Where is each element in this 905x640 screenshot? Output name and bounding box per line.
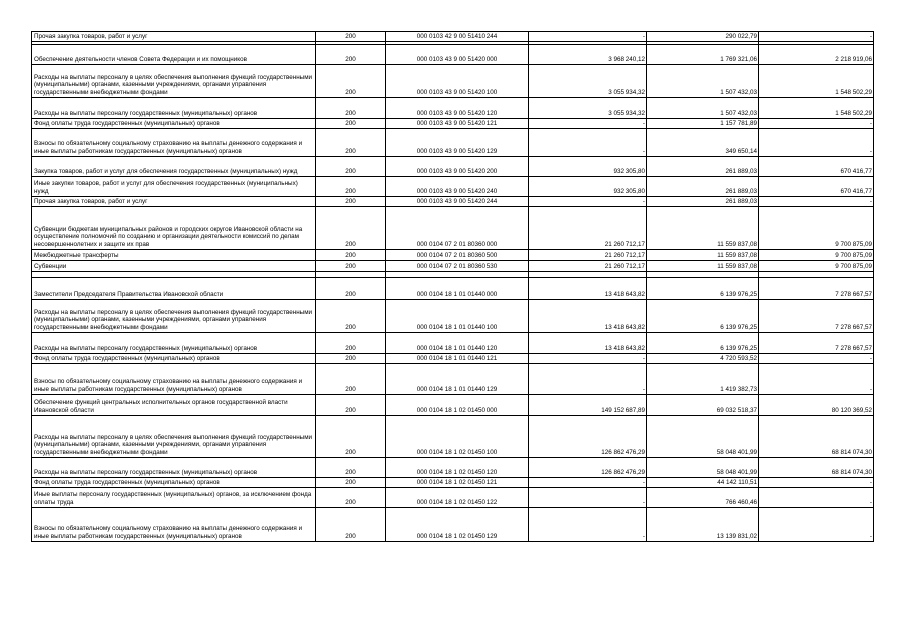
cell-approved-amount: 3 055 934,32 [529,65,647,98]
cell-executed-amount: 349 650,14 [647,129,759,157]
table-row [32,478,874,488]
cell-budget-code: 000 0104 18 1 02 01450 121 [386,478,529,488]
cell-unexecuted-amount: 9 700 875,09 [759,207,874,250]
cell-budget-code: 000 0103 43 9 00 51420 240 [386,177,529,197]
table-row [32,157,874,177]
cell-name: Расходы на выплаты персоналу в целях обеспечения выполнения функций государственными (муниципальными) органами, казенными учреждениями, органами управления государственными внебюджетными фондами [32,300,316,333]
cell-budget-code: 000 0104 18 1 01 01440 129 [386,364,529,395]
cell-budget-code: 000 0103 43 9 00 51420 100 [386,65,529,98]
cell-unexecuted-amount: 68 814 074,30 [759,416,874,458]
table-row [32,261,874,272]
cell-executed-amount: 1 769 321,06 [647,45,759,65]
cell-budget-code: 000 0103 43 9 00 51420 200 [386,157,529,177]
cell-line-code: 200 [316,278,386,300]
cell-line-code: 200 [316,119,386,129]
cell-budget-code: 000 0104 07 2 01 80360 500 [386,250,529,261]
cell-name: Заместители Председателя Правительства Ивановской области [32,278,316,300]
cell-executed-amount: 58 048 401,99 [647,416,759,458]
table-row [32,458,874,478]
cell-executed-amount: 11 559 837,08 [647,207,759,250]
cell-budget-code: 000 0103 43 9 00 51420 000 [386,45,529,65]
cell-unexecuted-amount: 1 548 502,29 [759,65,874,98]
cell-executed-amount: 6 139 976,25 [647,278,759,300]
cell-executed-amount: 290 022,79 [647,32,759,42]
cell-line-code: 200 [316,177,386,197]
cell-approved-amount: - [529,488,647,508]
cell-executed-amount: 6 139 976,25 [647,333,759,354]
cell-line-code: 200 [316,98,386,119]
cell-unexecuted-amount: - [759,354,874,364]
cell-approved-amount: - [529,364,647,395]
cell-approved-amount: - [529,354,647,364]
cell-line-code: 200 [316,197,386,207]
cell-name: Взносы по обязательному социальному страхованию на выплаты денежного содержания и иные выплаты работникам государственных (муниципальных) органов [32,129,316,157]
cell-name: Прочая закупка товаров, работ и услуг [32,197,316,207]
cell-name: Расходы на выплаты персоналу государственных (муниципальных) органов [32,458,316,478]
cell-line-code: 200 [316,157,386,177]
table-row [32,45,874,65]
cell-unexecuted-amount: - [759,488,874,508]
cell-name: Взносы по обязательному социальному страхованию на выплаты денежного содержания и иные выплаты работникам государственных (муниципальных) органов [32,508,316,542]
cell-approved-amount: 13 418 643,82 [529,333,647,354]
table-row [32,395,874,416]
cell-unexecuted-amount: - [759,478,874,488]
cell-name: Фонд оплаты труда государственных (муниципальных) органов [32,354,316,364]
cell-budget-code: 000 0103 43 9 00 51420 129 [386,129,529,157]
cell-executed-amount: 261 889,03 [647,197,759,207]
cell-line-code: 200 [316,65,386,98]
table-row [32,119,874,129]
table-row [32,278,874,300]
cell-unexecuted-amount: - [759,197,874,207]
cell-budget-code: 000 0104 18 1 01 01440 000 [386,278,529,300]
budget-table-sheet [31,31,874,542]
cell-name: Расходы на выплаты персоналу государственных (муниципальных) органов [32,98,316,119]
cell-executed-amount: 13 139 831,02 [647,508,759,542]
cell-unexecuted-amount: 2 218 919,06 [759,45,874,65]
cell-executed-amount: 261 889,03 [647,157,759,177]
cell-name: Иные выплаты персоналу государственных (муниципальных) органов, за исключением фонда оплаты труда [32,488,316,508]
cell-unexecuted-amount: 7 278 667,57 [759,300,874,333]
cell-unexecuted-amount: 80 120 369,52 [759,395,874,416]
table-row [32,207,874,250]
cell-executed-amount: 44 142 110,51 [647,478,759,488]
cell-executed-amount: 1 419 382,73 [647,364,759,395]
cell-executed-amount: 766 460,46 [647,488,759,508]
table-row [32,364,874,395]
cell-name: Прочая закупка товаров, работ и услуг [32,32,316,42]
cell-line-code: 200 [316,478,386,488]
cell-approved-amount: 3 968 240,12 [529,45,647,65]
cell-name: Расходы на выплаты персоналу в целях обеспечения выполнения функций государственными (муниципальными) органами, казенными учреждениями, органами управления государственными внебюджетными фондами [32,416,316,458]
table-row [32,129,874,157]
cell-unexecuted-amount: 1 548 502,29 [759,98,874,119]
cell-executed-amount: 6 139 976,25 [647,300,759,333]
cell-line-code: 200 [316,488,386,508]
table-row [32,98,874,119]
cell-budget-code: 000 0104 18 1 01 01440 121 [386,354,529,364]
cell-budget-code: 000 0104 18 1 02 01450 100 [386,416,529,458]
cell-budget-code: 000 0104 18 1 01 01440 100 [386,300,529,333]
cell-name: Межбюджетные трансферты [32,250,316,261]
cell-approved-amount: - [529,508,647,542]
cell-approved-amount: 932 305,80 [529,177,647,197]
cell-name: Расходы на выплаты персоналу государственных (муниципальных) органов [32,333,316,354]
cell-executed-amount: 11 559 837,08 [647,261,759,272]
cell-unexecuted-amount: 9 700 875,09 [759,261,874,272]
table-row [32,333,874,354]
cell-line-code: 200 [316,129,386,157]
cell-line-code: 200 [316,395,386,416]
cell-executed-amount: 1 507 432,03 [647,65,759,98]
cell-approved-amount: - [529,478,647,488]
cell-unexecuted-amount: - [759,508,874,542]
cell-line-code: 200 [316,354,386,364]
cell-name: Субвенции [32,261,316,272]
cell-approved-amount: 149 152 687,89 [529,395,647,416]
cell-name: Субвенции бюджетам муниципальных районов и городских округов Ивановской области на осуществление полномочий по созданию и организации деятельности комиссий по делам несовершеннолетних и защите их прав [32,207,316,250]
cell-executed-amount: 58 048 401,99 [647,458,759,478]
table-row [32,488,874,508]
cell-executed-amount: 69 032 518,37 [647,395,759,416]
cell-budget-code: 000 0104 18 1 02 01450 120 [386,458,529,478]
cell-approved-amount: - [529,197,647,207]
budget-table-body [32,32,874,542]
cell-name: Иные закупки товаров, работ и услуг для обеспечения государственных (муниципальных) нужд [32,177,316,197]
cell-budget-code: 000 0104 07 2 01 80360 530 [386,261,529,272]
cell-line-code: 200 [316,300,386,333]
cell-line-code: 200 [316,364,386,395]
cell-budget-code: 000 0103 42 9 00 51410 244 [386,32,529,42]
cell-line-code: 200 [316,416,386,458]
cell-line-code: 200 [316,207,386,250]
cell-executed-amount: 11 559 837,08 [647,250,759,261]
cell-unexecuted-amount: - [759,129,874,157]
cell-executed-amount: 1 157 781,89 [647,119,759,129]
cell-unexecuted-amount: - [759,32,874,42]
cell-name: Расходы на выплаты персоналу в целях обеспечения выполнения функций государственными (муниципальными) органами, казенными учреждениями, органами управления государственными внебюджетными фондами [32,65,316,98]
cell-budget-code: 000 0103 43 9 00 51420 121 [386,119,529,129]
cell-budget-code: 000 0104 18 1 02 01450 129 [386,508,529,542]
cell-approved-amount: 932 305,80 [529,157,647,177]
cell-executed-amount: 4 720 593,52 [647,354,759,364]
table-row [32,177,874,197]
cell-approved-amount: 21 260 712,17 [529,207,647,250]
cell-line-code: 200 [316,45,386,65]
table-row [32,354,874,364]
cell-unexecuted-amount: 7 278 667,57 [759,333,874,354]
cell-approved-amount: - [529,129,647,157]
cell-line-code: 200 [316,32,386,42]
table-row [32,250,874,261]
cell-budget-code: 000 0104 18 1 02 01450 000 [386,395,529,416]
cell-name: Обеспечение функций центральных исполнительных органов государственной власти Ивановской области [32,395,316,416]
cell-approved-amount: 21 260 712,17 [529,261,647,272]
cell-line-code: 200 [316,250,386,261]
cell-executed-amount: 1 507 432,03 [647,98,759,119]
cell-executed-amount: 261 889,03 [647,177,759,197]
cell-line-code: 200 [316,458,386,478]
cell-budget-code: 000 0104 18 1 01 01440 120 [386,333,529,354]
cell-line-code: 200 [316,333,386,354]
cell-unexecuted-amount: 670 416,77 [759,177,874,197]
table-row [32,32,874,42]
cell-name: Фонд оплаты труда государственных (муниципальных) органов [32,119,316,129]
cell-name: Закупка товаров, работ и услуг для обеспечения государственных (муниципальных) нужд [32,157,316,177]
cell-approved-amount: 3 055 934,32 [529,98,647,119]
cell-budget-code: 000 0104 07 2 01 80360 000 [386,207,529,250]
cell-name: Обеспечение деятельности членов Совета Федерации и их помощников [32,45,316,65]
table-row [32,65,874,98]
cell-approved-amount: 126 862 476,29 [529,458,647,478]
cell-name: Фонд оплаты труда государственных (муниципальных) органов [32,478,316,488]
table-row [32,300,874,333]
cell-line-code: 200 [316,261,386,272]
cell-unexecuted-amount: - [759,364,874,395]
cell-unexecuted-amount: 7 278 667,57 [759,278,874,300]
cell-approved-amount: 126 862 476,29 [529,416,647,458]
cell-unexecuted-amount: 670 416,77 [759,157,874,177]
cell-approved-amount: - [529,119,647,129]
cell-approved-amount: 21 260 712,17 [529,250,647,261]
cell-unexecuted-amount: - [759,119,874,129]
table-row [32,416,874,458]
table-row [32,508,874,542]
table-row [32,197,874,207]
budget-table [31,31,874,542]
cell-approved-amount: 13 418 643,82 [529,300,647,333]
cell-name: Взносы по обязательному социальному страхованию на выплаты денежного содержания и иные выплаты работникам государственных (муниципальных) органов [32,364,316,395]
cell-unexecuted-amount: 9 700 875,09 [759,250,874,261]
cell-line-code: 200 [316,508,386,542]
cell-budget-code: 000 0104 18 1 02 01450 122 [386,488,529,508]
cell-budget-code: 000 0103 43 9 00 51420 244 [386,197,529,207]
cell-approved-amount: - [529,32,647,42]
cell-budget-code: 000 0103 43 9 00 51420 120 [386,98,529,119]
cell-approved-amount: 13 418 643,82 [529,278,647,300]
cell-unexecuted-amount: 68 814 074,30 [759,458,874,478]
